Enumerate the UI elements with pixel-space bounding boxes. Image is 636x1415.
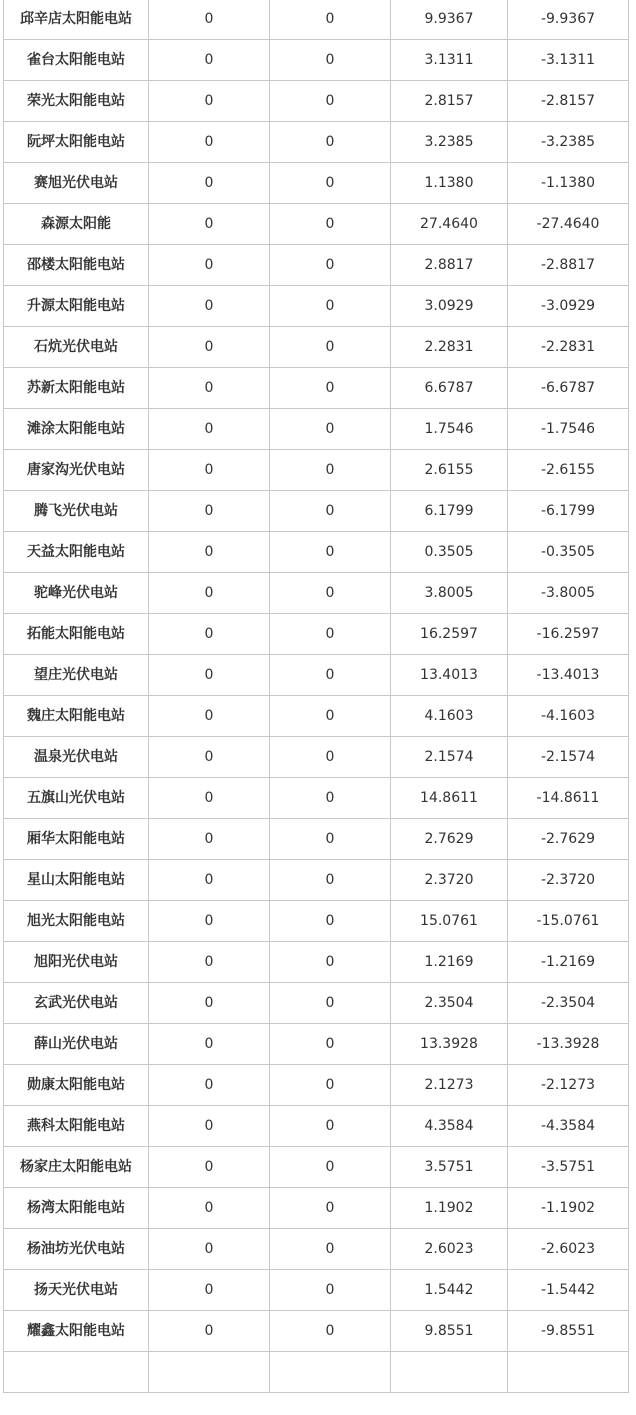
value-cell-2: 0 bbox=[270, 1147, 391, 1188]
value-cell-2: 0 bbox=[270, 819, 391, 860]
table-row bbox=[4, 696, 629, 737]
table-row bbox=[4, 1352, 629, 1393]
value-cell-4: -3.2385 bbox=[508, 122, 629, 163]
value-cell-1: 0 bbox=[149, 245, 270, 286]
station-name-cell: 荣光太阳能电站 bbox=[4, 81, 149, 122]
station-name-cell: 邱辛店太阳能电站 bbox=[4, 0, 149, 40]
value-cell-2: 0 bbox=[270, 163, 391, 204]
value-cell-2: 0 bbox=[270, 614, 391, 655]
value-cell-1: 0 bbox=[149, 942, 270, 983]
value-cell-2: 0 bbox=[270, 655, 391, 696]
value-cell-4: -6.1799 bbox=[508, 491, 629, 532]
station-name-cell: 赛旭光伏电站 bbox=[4, 163, 149, 204]
table-row bbox=[4, 122, 629, 163]
value-cell-2: 0 bbox=[270, 450, 391, 491]
value-cell-1: 0 bbox=[149, 1311, 270, 1352]
value-cell-3: 0.3505 bbox=[391, 532, 508, 573]
value-cell-3: 1.2169 bbox=[391, 942, 508, 983]
table-row bbox=[4, 655, 629, 696]
table-row bbox=[4, 286, 629, 327]
station-name-cell: 邵楼太阳能电站 bbox=[4, 245, 149, 286]
value-cell-3: 16.2597 bbox=[391, 614, 508, 655]
table-row bbox=[4, 1106, 629, 1147]
value-cell-3: 27.4640 bbox=[391, 204, 508, 245]
value-cell-3: 2.7629 bbox=[391, 819, 508, 860]
value-cell-1: 0 bbox=[149, 1065, 270, 1106]
value-cell-1: 0 bbox=[149, 901, 270, 942]
value-cell-1: 0 bbox=[149, 655, 270, 696]
table-row bbox=[4, 1147, 629, 1188]
value-cell-3: 2.2831 bbox=[391, 327, 508, 368]
data-table-container bbox=[3, 0, 628, 1393]
value-cell-4: -2.8817 bbox=[508, 245, 629, 286]
value-cell-1: 0 bbox=[149, 163, 270, 204]
station-name-cell: 杨家庄太阳能电站 bbox=[4, 1147, 149, 1188]
value-cell-4: -2.6155 bbox=[508, 450, 629, 491]
station-name-cell: 唐家沟光伏电站 bbox=[4, 450, 149, 491]
value-cell-3: 2.8817 bbox=[391, 245, 508, 286]
value-cell-3: 6.6787 bbox=[391, 368, 508, 409]
value-cell-2: 0 bbox=[270, 327, 391, 368]
value-cell-2: 0 bbox=[270, 737, 391, 778]
station-name-cell: 驼峰光伏电站 bbox=[4, 573, 149, 614]
value-cell-3: 1.5442 bbox=[391, 1270, 508, 1311]
value-cell-2: 0 bbox=[270, 368, 391, 409]
station-name-cell: 勋康太阳能电站 bbox=[4, 1065, 149, 1106]
value-cell-1: 0 bbox=[149, 1270, 270, 1311]
value-cell-3: 4.1603 bbox=[391, 696, 508, 737]
value-cell-3: 2.6023 bbox=[391, 1229, 508, 1270]
value-cell-3: 2.1273 bbox=[391, 1065, 508, 1106]
value-cell-4 bbox=[508, 1352, 629, 1393]
table-row bbox=[4, 860, 629, 901]
value-cell-4: -9.8551 bbox=[508, 1311, 629, 1352]
value-cell-4: -2.6023 bbox=[508, 1229, 629, 1270]
value-cell-4: -2.2831 bbox=[508, 327, 629, 368]
value-cell-3: 13.3928 bbox=[391, 1024, 508, 1065]
value-cell-3: 2.3720 bbox=[391, 860, 508, 901]
value-cell-4: -27.4640 bbox=[508, 204, 629, 245]
station-name-cell: 拓能太阳能电站 bbox=[4, 614, 149, 655]
value-cell-2: 0 bbox=[270, 778, 391, 819]
value-cell-1: 0 bbox=[149, 573, 270, 614]
table-row bbox=[4, 737, 629, 778]
value-cell-3: 15.0761 bbox=[391, 901, 508, 942]
value-cell-2: 0 bbox=[270, 40, 391, 81]
station-name-cell: 杨油坊光伏电站 bbox=[4, 1229, 149, 1270]
table-row bbox=[4, 327, 629, 368]
value-cell-1: 0 bbox=[149, 491, 270, 532]
value-cell-1: 0 bbox=[149, 327, 270, 368]
value-cell-2: 0 bbox=[270, 1311, 391, 1352]
value-cell-4: -1.7546 bbox=[508, 409, 629, 450]
table-row bbox=[4, 1065, 629, 1106]
value-cell-4: -3.8005 bbox=[508, 573, 629, 614]
table-row bbox=[4, 1229, 629, 1270]
table-row bbox=[4, 942, 629, 983]
value-cell-3: 4.3584 bbox=[391, 1106, 508, 1147]
table-row bbox=[4, 1024, 629, 1065]
table-row bbox=[4, 778, 629, 819]
value-cell-4: -2.7629 bbox=[508, 819, 629, 860]
station-name-cell: 石炕光伏电站 bbox=[4, 327, 149, 368]
value-cell-3: 1.7546 bbox=[391, 409, 508, 450]
station-name-cell bbox=[4, 1352, 149, 1393]
value-cell-1: 0 bbox=[149, 737, 270, 778]
value-cell-4: -2.1574 bbox=[508, 737, 629, 778]
value-cell-3 bbox=[391, 1352, 508, 1393]
table-row bbox=[4, 1188, 629, 1229]
table-row bbox=[4, 163, 629, 204]
table-row bbox=[4, 532, 629, 573]
value-cell-4: -9.9367 bbox=[508, 0, 629, 40]
value-cell-4: -4.1603 bbox=[508, 696, 629, 737]
value-cell-2: 0 bbox=[270, 122, 391, 163]
value-cell-4: -4.3584 bbox=[508, 1106, 629, 1147]
table-row bbox=[4, 491, 629, 532]
value-cell-2: 0 bbox=[270, 1188, 391, 1229]
value-cell-1: 0 bbox=[149, 0, 270, 40]
value-cell-4: -3.1311 bbox=[508, 40, 629, 81]
value-cell-1: 0 bbox=[149, 286, 270, 327]
table-row bbox=[4, 819, 629, 860]
value-cell-3: 1.1902 bbox=[391, 1188, 508, 1229]
station-name-cell: 苏新太阳能电站 bbox=[4, 368, 149, 409]
value-cell-4: -1.2169 bbox=[508, 942, 629, 983]
value-cell-3: 3.1311 bbox=[391, 40, 508, 81]
station-name-cell: 燕科太阳能电站 bbox=[4, 1106, 149, 1147]
value-cell-4: -3.5751 bbox=[508, 1147, 629, 1188]
value-cell-3: 1.1380 bbox=[391, 163, 508, 204]
value-cell-1: 0 bbox=[149, 1188, 270, 1229]
table-body bbox=[4, 0, 629, 1393]
value-cell-1 bbox=[149, 1352, 270, 1393]
station-name-cell: 旭阳光伏电站 bbox=[4, 942, 149, 983]
value-cell-4: -1.1380 bbox=[508, 163, 629, 204]
value-cell-3: 9.8551 bbox=[391, 1311, 508, 1352]
value-cell-2: 0 bbox=[270, 1229, 391, 1270]
value-cell-2: 0 bbox=[270, 204, 391, 245]
value-cell-1: 0 bbox=[149, 819, 270, 860]
value-cell-3: 2.6155 bbox=[391, 450, 508, 491]
station-name-cell: 薛山光伏电站 bbox=[4, 1024, 149, 1065]
value-cell-4: -2.1273 bbox=[508, 1065, 629, 1106]
table-row bbox=[4, 368, 629, 409]
table-row bbox=[4, 204, 629, 245]
value-cell-2: 0 bbox=[270, 0, 391, 40]
value-cell-2: 0 bbox=[270, 532, 391, 573]
value-cell-3: 6.1799 bbox=[391, 491, 508, 532]
value-cell-1: 0 bbox=[149, 204, 270, 245]
value-cell-4: -0.3505 bbox=[508, 532, 629, 573]
value-cell-2: 0 bbox=[270, 409, 391, 450]
station-name-cell: 滩涂太阳能电站 bbox=[4, 409, 149, 450]
value-cell-3: 9.9367 bbox=[391, 0, 508, 40]
value-cell-2: 0 bbox=[270, 286, 391, 327]
value-cell-3: 3.8005 bbox=[391, 573, 508, 614]
station-name-cell: 腾飞光伏电站 bbox=[4, 491, 149, 532]
station-name-cell: 温泉光伏电站 bbox=[4, 737, 149, 778]
value-cell-1: 0 bbox=[149, 778, 270, 819]
value-cell-1: 0 bbox=[149, 983, 270, 1024]
value-cell-1: 0 bbox=[149, 1024, 270, 1065]
value-cell-4: -13.4013 bbox=[508, 655, 629, 696]
value-cell-1: 0 bbox=[149, 1106, 270, 1147]
value-cell-4: -6.6787 bbox=[508, 368, 629, 409]
value-cell-4: -13.3928 bbox=[508, 1024, 629, 1065]
value-cell-1: 0 bbox=[149, 532, 270, 573]
table-row bbox=[4, 0, 629, 40]
station-name-cell: 雀台太阳能电站 bbox=[4, 40, 149, 81]
value-cell-4: -2.3720 bbox=[508, 860, 629, 901]
value-cell-1: 0 bbox=[149, 450, 270, 491]
station-name-cell: 旭光太阳能电站 bbox=[4, 901, 149, 942]
value-cell-2: 0 bbox=[270, 942, 391, 983]
table-row bbox=[4, 983, 629, 1024]
station-name-cell: 玄武光伏电站 bbox=[4, 983, 149, 1024]
table-row bbox=[4, 614, 629, 655]
value-cell-2: 0 bbox=[270, 1065, 391, 1106]
value-cell-4: -2.3504 bbox=[508, 983, 629, 1024]
value-cell-2 bbox=[270, 1352, 391, 1393]
value-cell-2: 0 bbox=[270, 860, 391, 901]
value-cell-3: 13.4013 bbox=[391, 655, 508, 696]
value-cell-1: 0 bbox=[149, 409, 270, 450]
table-row bbox=[4, 573, 629, 614]
value-cell-2: 0 bbox=[270, 1106, 391, 1147]
station-name-cell: 五旗山光伏电站 bbox=[4, 778, 149, 819]
value-cell-4: -15.0761 bbox=[508, 901, 629, 942]
value-cell-1: 0 bbox=[149, 860, 270, 901]
value-cell-4: -1.1902 bbox=[508, 1188, 629, 1229]
station-name-cell: 阮坪太阳能电站 bbox=[4, 122, 149, 163]
station-name-cell: 厢华太阳能电站 bbox=[4, 819, 149, 860]
value-cell-3: 3.2385 bbox=[391, 122, 508, 163]
station-name-cell: 杨湾太阳能电站 bbox=[4, 1188, 149, 1229]
table-row bbox=[4, 245, 629, 286]
table-row bbox=[4, 901, 629, 942]
station-name-cell: 耀鑫太阳能电站 bbox=[4, 1311, 149, 1352]
value-cell-1: 0 bbox=[149, 81, 270, 122]
value-cell-1: 0 bbox=[149, 1147, 270, 1188]
value-cell-4: -16.2597 bbox=[508, 614, 629, 655]
value-cell-2: 0 bbox=[270, 81, 391, 122]
value-cell-1: 0 bbox=[149, 696, 270, 737]
value-cell-4: -1.5442 bbox=[508, 1270, 629, 1311]
station-name-cell: 星山太阳能电站 bbox=[4, 860, 149, 901]
table-row bbox=[4, 450, 629, 491]
power-station-table bbox=[3, 0, 629, 1393]
table-row bbox=[4, 409, 629, 450]
value-cell-1: 0 bbox=[149, 1229, 270, 1270]
value-cell-4: -14.8611 bbox=[508, 778, 629, 819]
station-name-cell: 魏庄太阳能电站 bbox=[4, 696, 149, 737]
value-cell-2: 0 bbox=[270, 491, 391, 532]
value-cell-3: 2.3504 bbox=[391, 983, 508, 1024]
value-cell-3: 3.5751 bbox=[391, 1147, 508, 1188]
table-row bbox=[4, 81, 629, 122]
table-row bbox=[4, 40, 629, 81]
station-name-cell: 望庄光伏电站 bbox=[4, 655, 149, 696]
value-cell-4: -2.8157 bbox=[508, 81, 629, 122]
value-cell-2: 0 bbox=[270, 1270, 391, 1311]
table-row bbox=[4, 1270, 629, 1311]
value-cell-1: 0 bbox=[149, 614, 270, 655]
value-cell-2: 0 bbox=[270, 696, 391, 737]
value-cell-1: 0 bbox=[149, 368, 270, 409]
value-cell-3: 3.0929 bbox=[391, 286, 508, 327]
station-name-cell: 森源太阳能 bbox=[4, 204, 149, 245]
value-cell-3: 2.1574 bbox=[391, 737, 508, 778]
value-cell-2: 0 bbox=[270, 245, 391, 286]
value-cell-2: 0 bbox=[270, 1024, 391, 1065]
value-cell-4: -3.0929 bbox=[508, 286, 629, 327]
value-cell-1: 0 bbox=[149, 122, 270, 163]
value-cell-1: 0 bbox=[149, 40, 270, 81]
value-cell-3: 14.8611 bbox=[391, 778, 508, 819]
value-cell-2: 0 bbox=[270, 901, 391, 942]
station-name-cell: 扬天光伏电站 bbox=[4, 1270, 149, 1311]
station-name-cell: 天益太阳能电站 bbox=[4, 532, 149, 573]
table-row bbox=[4, 1311, 629, 1352]
value-cell-2: 0 bbox=[270, 983, 391, 1024]
value-cell-3: 2.8157 bbox=[391, 81, 508, 122]
value-cell-2: 0 bbox=[270, 573, 391, 614]
station-name-cell: 升源太阳能电站 bbox=[4, 286, 149, 327]
